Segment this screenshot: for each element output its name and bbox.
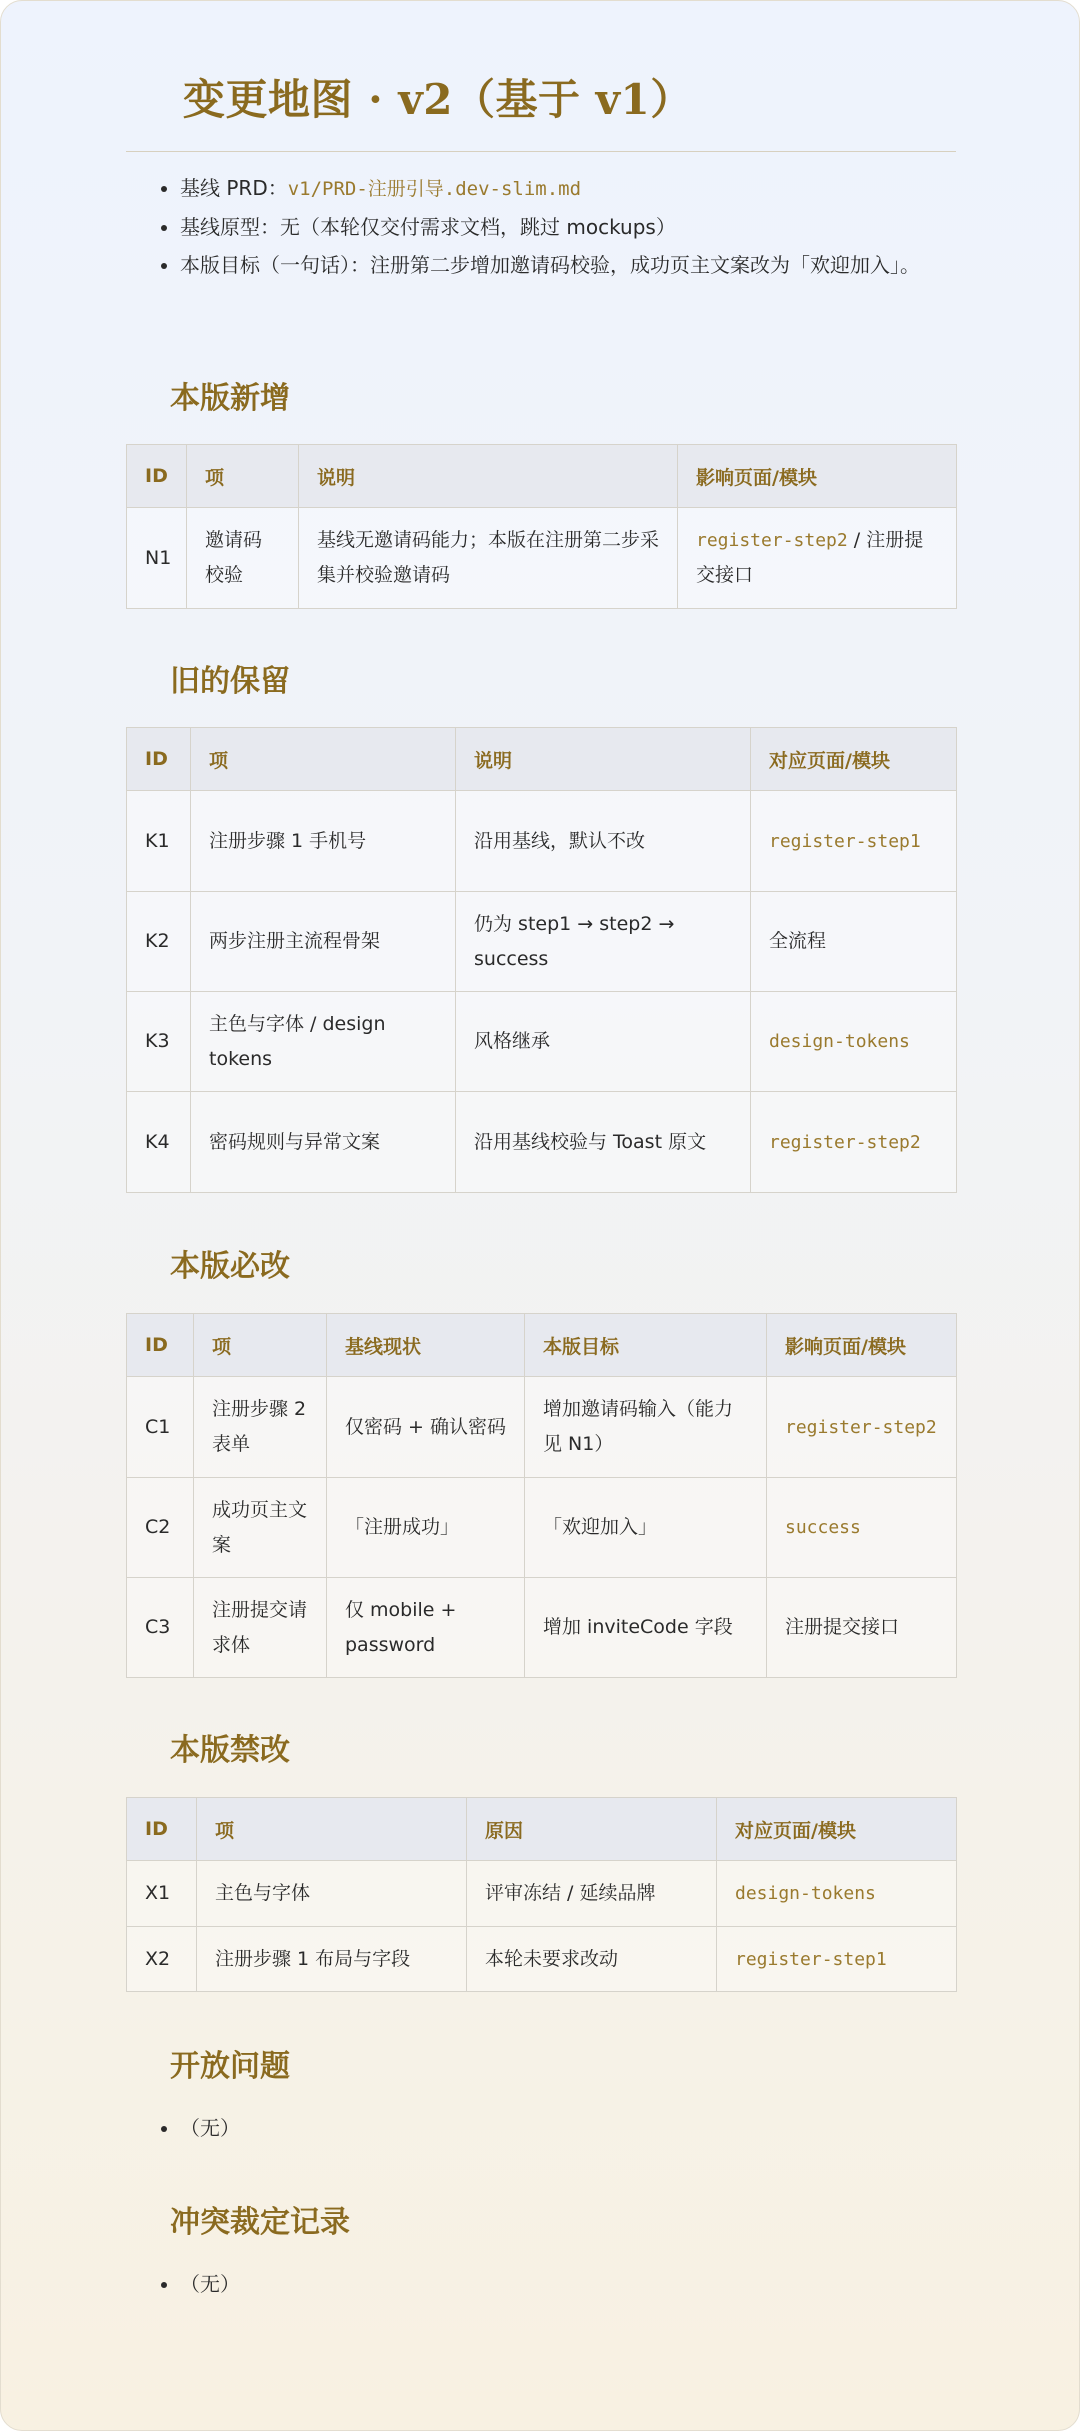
cell-item: 邀请码校验 xyxy=(187,508,299,609)
cell-id: N1 xyxy=(127,508,187,609)
cell-id: K3 xyxy=(127,992,191,1092)
module-code: success xyxy=(785,1517,861,1538)
header-cell: 对应页面/模块 xyxy=(751,728,957,791)
header-cell: ID xyxy=(127,1798,197,1861)
meta-label: 本版目标（一句话）：注册第二步增加邀请码校验，成功页主文案改为「欢迎加入」。 xyxy=(180,253,920,277)
cell-item: 密码规则与异常文案 xyxy=(191,1092,456,1193)
table-row xyxy=(127,1927,957,1992)
cell-desc: 基线无邀请码能力；本版在注册第二步采集并校验邀请码 xyxy=(299,508,678,609)
cell-id: K1 xyxy=(127,791,191,892)
cell-item: 注册步骤 2 表单 xyxy=(194,1377,327,1478)
table-header-row xyxy=(127,1798,957,1861)
meta-baseline-prototype xyxy=(180,210,956,245)
header-cell: 项 xyxy=(191,728,456,791)
cell-baseline: 「注册成功」 xyxy=(327,1478,525,1578)
table-row xyxy=(127,992,957,1092)
cell-id: C1 xyxy=(127,1377,194,1478)
meta-code: v1/PRD-注册引导.dev-slim.md xyxy=(287,178,582,200)
header-cell: 项 xyxy=(187,445,299,508)
header-cell: 基线现状 xyxy=(327,1314,525,1377)
table-row xyxy=(127,791,957,892)
meta-baseline-prd xyxy=(180,171,956,207)
cell-baseline: 仅 mobile + password xyxy=(327,1578,525,1678)
cell-id: X2 xyxy=(127,1927,197,1992)
table-row xyxy=(127,1478,957,1578)
cell-item: 成功页主文案 xyxy=(194,1478,327,1578)
header-cell: ID xyxy=(127,1314,194,1377)
table-header-row xyxy=(127,1314,957,1377)
cell-target xyxy=(678,508,957,609)
list-item: • （无） xyxy=(180,2267,240,2302)
table-header-row xyxy=(127,728,957,791)
table-row xyxy=(127,1092,957,1193)
section-heading-forbidden: 本版禁改 xyxy=(170,1733,290,1768)
module-text: / 注册提交接口 xyxy=(696,529,924,586)
module-code: register-step1 xyxy=(735,1948,887,1970)
module-code: register-step2 xyxy=(785,1416,937,1438)
cell-target xyxy=(767,1377,957,1478)
cell-goal: 增加邀请码输入（能力见 N1） xyxy=(525,1377,767,1478)
header-cell: ID xyxy=(127,445,187,508)
cell-item: 两步注册主流程骨架 xyxy=(191,892,456,992)
module-code: register-step2 xyxy=(769,1131,921,1153)
table-required xyxy=(126,1313,957,1678)
header-cell: 项 xyxy=(194,1314,327,1377)
table-added xyxy=(126,444,957,609)
header-cell: 对应页面/模块 xyxy=(717,1798,957,1861)
cell-goal: 「欢迎加入」 xyxy=(525,1478,767,1578)
section-heading-added: 本版新增 xyxy=(170,381,290,416)
meta-list xyxy=(126,171,956,286)
cell-target xyxy=(751,1092,957,1193)
header-cell: 本版目标 xyxy=(525,1314,767,1377)
open-issues-list xyxy=(126,2111,240,2146)
section-heading-open: 开放问题 xyxy=(170,2049,290,2084)
meta-label: 基线原型：无（本轮仅交付需求文档，跳过 mockups） xyxy=(180,215,676,239)
header-cell: 影响页面/模块 xyxy=(767,1314,957,1377)
cell-reason: 本轮未要求改动 xyxy=(467,1927,717,1992)
cell-item: 注册步骤 1 手机号 xyxy=(191,791,456,892)
module-code: register-step1 xyxy=(769,830,921,852)
header-cell: 影响页面/模块 xyxy=(678,445,957,508)
cell-desc: 沿用基线，默认不改 xyxy=(456,791,751,892)
table-row xyxy=(127,1578,957,1678)
cell-target xyxy=(717,1861,957,1927)
cell-desc: 风格继承 xyxy=(456,992,751,1092)
cell-id: X1 xyxy=(127,1861,197,1927)
cell-id: C2 xyxy=(127,1478,194,1578)
table-forbidden xyxy=(126,1797,957,1992)
cell-goal: 增加 inviteCode 字段 xyxy=(525,1578,767,1678)
conflict-records-list xyxy=(126,2267,240,2302)
header-cell: ID xyxy=(127,728,191,791)
cell-id: K2 xyxy=(127,892,191,992)
table-header-row xyxy=(127,445,957,508)
table-row xyxy=(127,892,957,992)
table-row xyxy=(127,1861,957,1927)
module-code: register-step2 xyxy=(696,530,848,551)
cell-target xyxy=(751,791,957,892)
cell-id: C3 xyxy=(127,1578,194,1678)
header-cell: 项 xyxy=(197,1798,467,1861)
header-cell: 说明 xyxy=(456,728,751,791)
cell-desc: 仍为 step1 → step2 → success xyxy=(456,892,751,992)
cell-target xyxy=(751,992,957,1092)
cell-item: 主色与字体 xyxy=(197,1861,467,1927)
cell-item: 注册提交请求体 xyxy=(194,1578,327,1678)
cell-target: 注册提交接口 xyxy=(767,1578,957,1678)
section-heading-conflicts: 冲突裁定记录 xyxy=(170,2205,350,2240)
module-code: design-tokens xyxy=(769,1031,910,1052)
title-divider xyxy=(126,151,956,152)
cell-item: 主色与字体 / design tokens xyxy=(191,992,456,1092)
section-heading-required: 本版必改 xyxy=(170,1249,290,1284)
header-cell: 原因 xyxy=(467,1798,717,1861)
cell-reason: 评审冻结 / 延续品牌 xyxy=(467,1861,717,1927)
cell-target: 全流程 xyxy=(751,892,957,992)
meta-label: 基线 PRD： xyxy=(180,176,288,200)
table-kept xyxy=(126,727,957,1193)
table-row xyxy=(127,1377,957,1478)
table-row xyxy=(127,508,957,609)
module-code: design-tokens xyxy=(735,1883,876,1904)
cell-target xyxy=(767,1478,957,1578)
page-title: 变更地图 · v2（基于 v1） xyxy=(183,75,693,124)
list-item: • （无） xyxy=(180,2111,240,2146)
header-cell: 说明 xyxy=(299,445,678,508)
cell-desc: 沿用基线校验与 Toast 原文 xyxy=(456,1092,751,1193)
cell-item: 注册步骤 1 布局与字段 xyxy=(197,1927,467,1992)
meta-goal xyxy=(180,248,956,283)
cell-target xyxy=(717,1927,957,1992)
cell-id: K4 xyxy=(127,1092,191,1193)
section-heading-kept: 旧的保留 xyxy=(170,664,290,699)
cell-baseline: 仅密码 + 确认密码 xyxy=(327,1377,525,1478)
